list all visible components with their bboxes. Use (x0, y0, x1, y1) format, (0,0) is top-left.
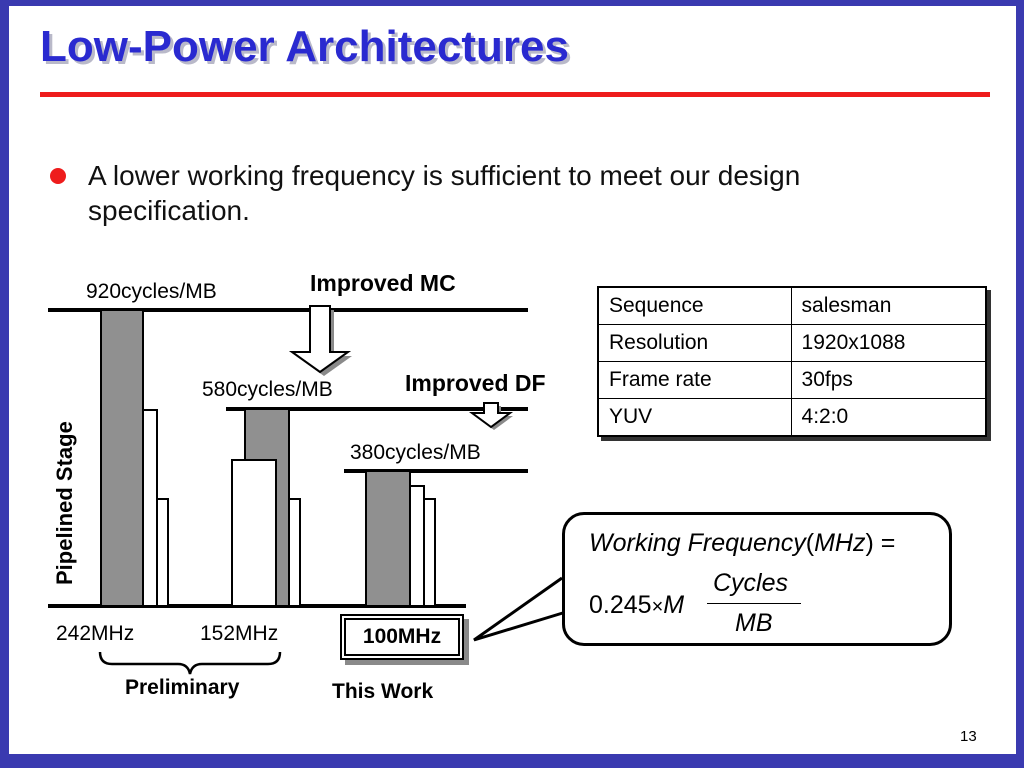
formula-coefficient-value: 0.245 (589, 591, 652, 619)
stage-bar-white-2a (232, 460, 276, 606)
formula-callout (562, 512, 952, 646)
table-cell-key: Sequence (598, 287, 791, 325)
label-580-cycles: 580cycles/MB (202, 378, 333, 401)
formula-fraction-bar (707, 603, 801, 604)
label-920-cycles: 920cycles/MB (86, 280, 217, 303)
callout-tail (474, 578, 566, 640)
table-cell-value: salesman (791, 287, 986, 325)
this-work-frequency-box (340, 614, 464, 660)
formula-lhs: Working Frequency(MHz) = (589, 529, 896, 557)
stage-bar-white-2b (289, 499, 300, 606)
table-row (598, 287, 986, 325)
formula-numerator: Cycles (713, 569, 789, 597)
stage-bar-white-3a (410, 486, 424, 606)
label-improved-df: Improved DF (405, 370, 546, 396)
table-cell-key: YUV (598, 399, 791, 437)
formula-lhs-text: Working Frequency (589, 529, 806, 557)
stage-bar-gray-1 (101, 310, 143, 606)
table-cell-value: 4:2:0 (791, 399, 986, 437)
page-number: 13 (960, 728, 977, 745)
stage-bar-white-1b (157, 499, 168, 606)
formula-denominator: MB (735, 609, 773, 637)
formula-times: × (651, 596, 664, 618)
formula-mega: M (663, 591, 685, 619)
stage-bar-gray-3 (366, 471, 410, 606)
table-cell-key: Resolution (598, 325, 791, 362)
slide-title: Low-Power Architectures (40, 22, 569, 71)
label-improved-mc: Improved MC (310, 270, 456, 296)
stage-bar-white-3b (424, 499, 435, 606)
label-380-cycles: 380cycles/MB (350, 441, 481, 464)
y-axis-label: Pipelined Stage (52, 421, 77, 585)
table-cell-key: Frame rate (598, 362, 791, 399)
spec-table (597, 286, 987, 437)
preliminary-brace (100, 652, 280, 674)
bullet-text: A lower working frequency is sufficient to meet our design specification. (88, 160, 801, 226)
table-cell-value: 1920x1088 (791, 325, 986, 362)
formula-coefficient (589, 591, 684, 620)
table-row (598, 399, 986, 437)
table-row (598, 325, 986, 362)
stage-bar-white-1a (143, 410, 157, 606)
label-this-work: This Work (332, 680, 434, 703)
arrow-down-icon-mc (292, 306, 352, 376)
label-100mhz: 100MHz (362, 625, 442, 648)
label-242mhz: 242MHz (56, 622, 135, 645)
table-row (598, 362, 986, 399)
formula-unit: MHz (814, 529, 866, 557)
label-152mhz: 152MHz (200, 622, 279, 645)
table-cell-value: 30fps (791, 362, 986, 399)
label-preliminary: Preliminary (125, 676, 240, 699)
